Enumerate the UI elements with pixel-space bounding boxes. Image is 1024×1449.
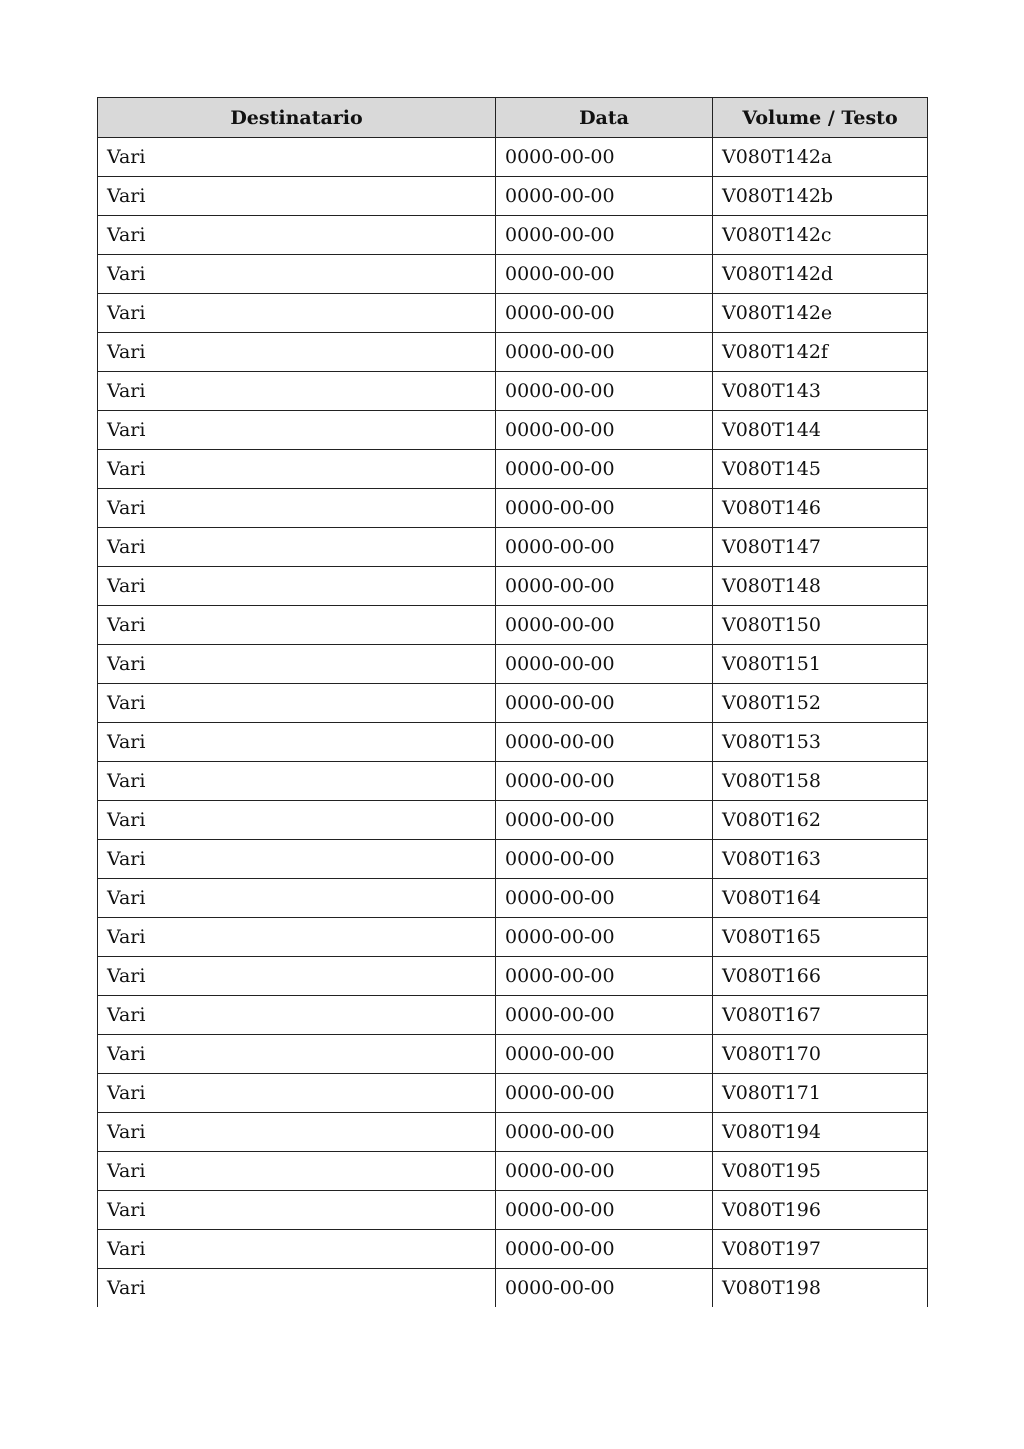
cell-volume-testo: V080T143 [713,372,928,411]
table-row [98,996,928,1035]
table-row [98,801,928,840]
cell-destinatario: Vari [98,216,496,255]
cell-data: 0000-00-00 [496,1035,713,1074]
cell-volume-testo: V080T142a [713,138,928,177]
cell-volume-testo: V080T142e [713,294,928,333]
cell-data: 0000-00-00 [496,645,713,684]
cell-destinatario: Vari [98,918,496,957]
cell-volume-testo: V080T163 [713,840,928,879]
cell-data: 0000-00-00 [496,333,713,372]
cell-volume-testo: V080T198 [713,1269,928,1308]
cell-data: 0000-00-00 [496,879,713,918]
cell-data: 0000-00-00 [496,411,713,450]
cell-destinatario: Vari [98,996,496,1035]
table-row [98,1152,928,1191]
cell-volume-testo: V080T195 [713,1152,928,1191]
cell-destinatario: Vari [98,957,496,996]
header-volume-testo: Volume / Testo [713,98,928,138]
cell-volume-testo: V080T142b [713,177,928,216]
table-row [98,138,928,177]
cell-destinatario: Vari [98,645,496,684]
cell-destinatario: Vari [98,528,496,567]
table-row [98,450,928,489]
document-page [97,97,927,1307]
cell-data: 0000-00-00 [496,294,713,333]
cell-volume-testo: V080T147 [713,528,928,567]
table-header [98,98,928,138]
cell-data: 0000-00-00 [496,138,713,177]
cell-volume-testo: V080T142c [713,216,928,255]
cell-volume-testo: V080T148 [713,567,928,606]
cell-volume-testo: V080T194 [713,1113,928,1152]
cell-destinatario: Vari [98,762,496,801]
cell-data: 0000-00-00 [496,1074,713,1113]
cell-volume-testo: V080T171 [713,1074,928,1113]
cell-volume-testo: V080T166 [713,957,928,996]
cell-destinatario: Vari [98,1269,496,1308]
cell-destinatario: Vari [98,138,496,177]
cell-data: 0000-00-00 [496,762,713,801]
cell-data: 0000-00-00 [496,957,713,996]
table-row [98,1230,928,1269]
cell-volume-testo: V080T145 [713,450,928,489]
table-row [98,372,928,411]
table-row [98,177,928,216]
cell-volume-testo: V080T196 [713,1191,928,1230]
cell-data: 0000-00-00 [496,606,713,645]
table-row [98,1269,928,1308]
cell-destinatario: Vari [98,606,496,645]
cell-destinatario: Vari [98,450,496,489]
cell-volume-testo: V080T150 [713,606,928,645]
table-row [98,333,928,372]
cell-destinatario: Vari [98,1074,496,1113]
cell-destinatario: Vari [98,1152,496,1191]
cell-volume-testo: V080T144 [713,411,928,450]
table-row [98,918,928,957]
table-row [98,957,928,996]
table-row [98,411,928,450]
cell-data: 0000-00-00 [496,1113,713,1152]
header-row [98,98,928,138]
cell-data: 0000-00-00 [496,723,713,762]
table-row [98,528,928,567]
cell-volume-testo: V080T142d [713,255,928,294]
cell-data: 0000-00-00 [496,840,713,879]
table-row [98,723,928,762]
cell-destinatario: Vari [98,177,496,216]
cell-destinatario: Vari [98,723,496,762]
cell-data: 0000-00-00 [496,450,713,489]
cell-destinatario: Vari [98,1191,496,1230]
cell-destinatario: Vari [98,801,496,840]
cell-destinatario: Vari [98,1230,496,1269]
cell-data: 0000-00-00 [496,489,713,528]
table-row [98,762,928,801]
table-row [98,216,928,255]
cell-data: 0000-00-00 [496,567,713,606]
cell-data: 0000-00-00 [496,996,713,1035]
table-row [98,645,928,684]
cell-data: 0000-00-00 [496,255,713,294]
cell-volume-testo: V080T197 [713,1230,928,1269]
table-row [98,606,928,645]
cell-volume-testo: V080T146 [713,489,928,528]
cell-volume-testo: V080T153 [713,723,928,762]
cell-volume-testo: V080T151 [713,645,928,684]
cell-data: 0000-00-00 [496,1152,713,1191]
cell-data: 0000-00-00 [496,1269,713,1308]
table-row [98,1074,928,1113]
cell-data: 0000-00-00 [496,918,713,957]
cell-volume-testo: V080T152 [713,684,928,723]
cell-volume-testo: V080T165 [713,918,928,957]
cell-data: 0000-00-00 [496,1191,713,1230]
cell-data: 0000-00-00 [496,177,713,216]
cell-destinatario: Vari [98,879,496,918]
table-row [98,1191,928,1230]
cell-data: 0000-00-00 [496,372,713,411]
table-row [98,1113,928,1152]
cell-destinatario: Vari [98,333,496,372]
cell-data: 0000-00-00 [496,216,713,255]
cell-destinatario: Vari [98,1035,496,1074]
cell-destinatario: Vari [98,255,496,294]
cell-volume-testo: V080T167 [713,996,928,1035]
cell-data: 0000-00-00 [496,684,713,723]
cell-volume-testo: V080T142f [713,333,928,372]
table-body [98,138,928,1308]
cell-destinatario: Vari [98,840,496,879]
cell-destinatario: Vari [98,411,496,450]
cell-data: 0000-00-00 [496,1230,713,1269]
cell-volume-testo: V080T162 [713,801,928,840]
cell-data: 0000-00-00 [496,801,713,840]
cell-volume-testo: V080T158 [713,762,928,801]
cell-destinatario: Vari [98,684,496,723]
table-row [98,1035,928,1074]
table-row [98,294,928,333]
cell-destinatario: Vari [98,567,496,606]
records-table [97,97,928,1307]
cell-volume-testo: V080T164 [713,879,928,918]
cell-destinatario: Vari [98,1113,496,1152]
table-row [98,879,928,918]
cell-volume-testo: V080T170 [713,1035,928,1074]
table-row [98,684,928,723]
header-data: Data [496,98,713,138]
cell-data: 0000-00-00 [496,528,713,567]
table-row [98,840,928,879]
header-destinatario: Destinatario [98,98,496,138]
table-row [98,255,928,294]
cell-destinatario: Vari [98,489,496,528]
cell-destinatario: Vari [98,372,496,411]
cell-destinatario: Vari [98,294,496,333]
table-row [98,567,928,606]
table-row [98,489,928,528]
